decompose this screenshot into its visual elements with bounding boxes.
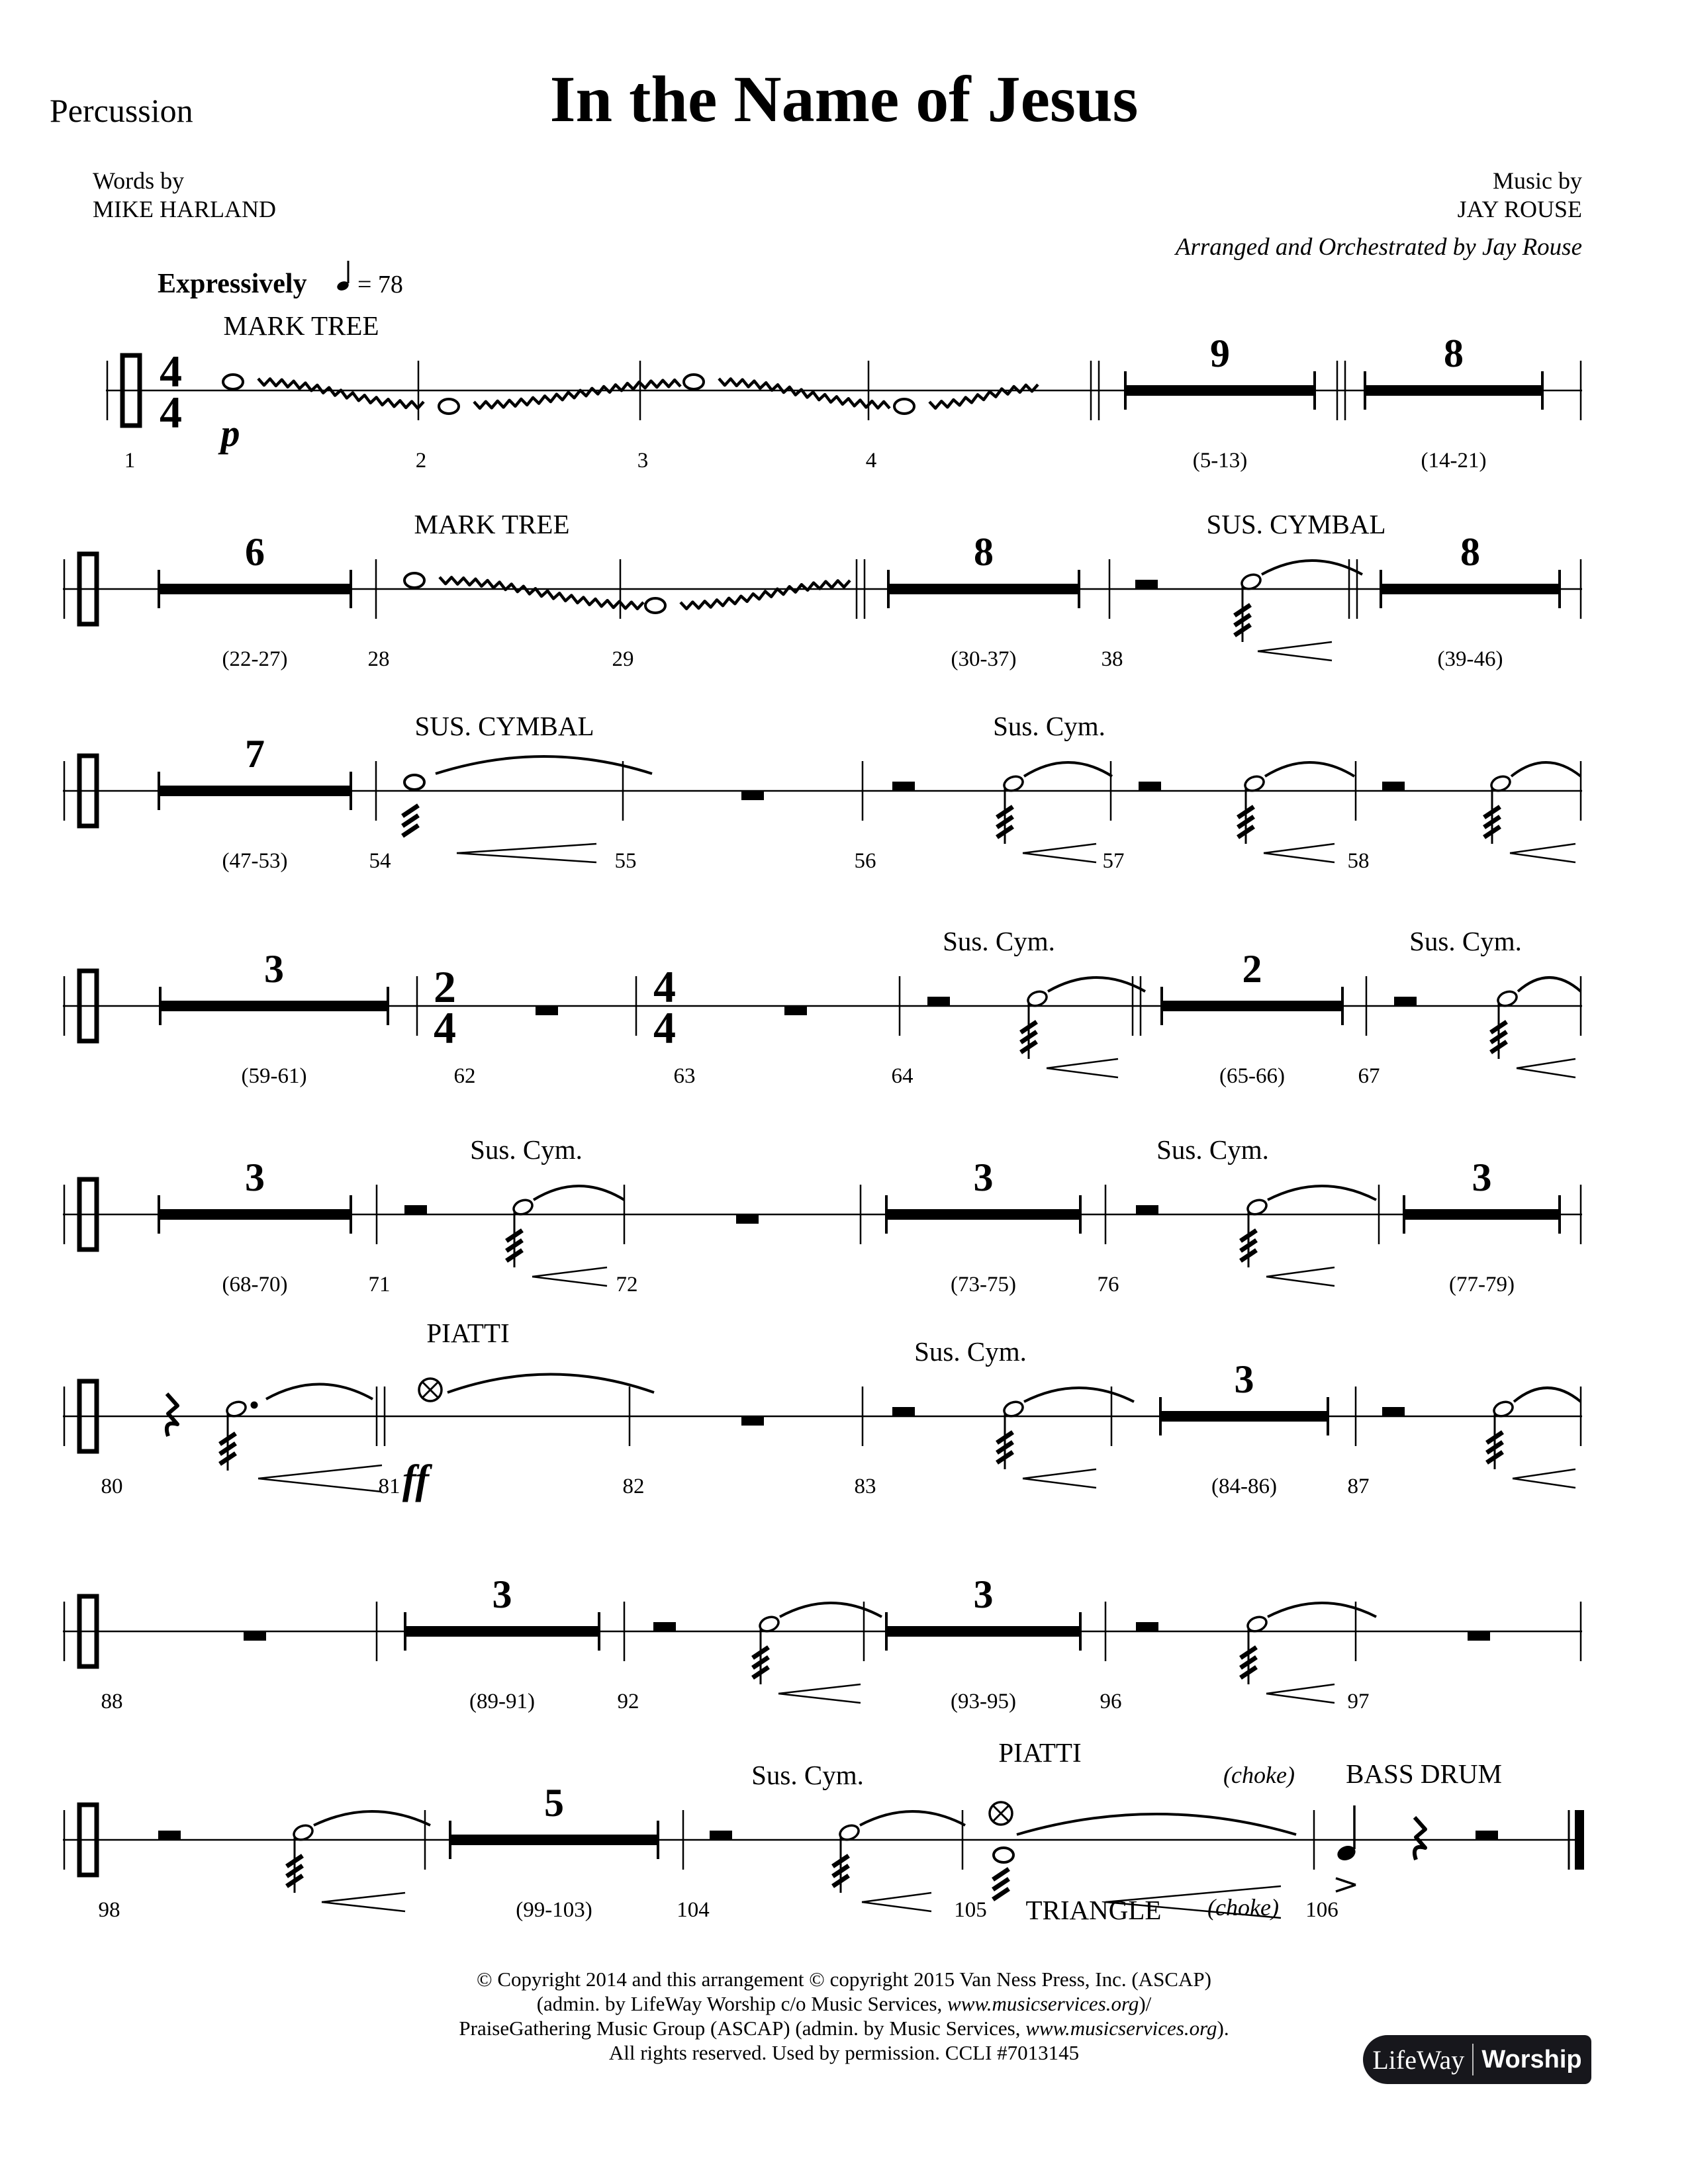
measure-number: 28 <box>367 647 390 671</box>
tie <box>266 1385 373 1400</box>
tie <box>1514 1388 1581 1402</box>
mark-tree-gliss-wave <box>719 379 890 408</box>
crescendo-hairpin <box>1047 1068 1118 1077</box>
staff-system-2 <box>63 509 1582 671</box>
copyright-line <box>0 1967 1688 1991</box>
crescendo-hairpin <box>1023 1479 1096 1488</box>
crescendo-hairpin <box>532 1277 607 1286</box>
page-title: In the Name of Jesus <box>549 62 1139 136</box>
whole-note <box>439 399 459 414</box>
multimeasure-rest-count: 3 <box>492 1572 512 1616</box>
whole-rest <box>244 1632 266 1641</box>
copyright-text: )/ <box>1139 1992 1152 2015</box>
multimeasure-rest-bar <box>405 1626 599 1637</box>
whole-rest <box>784 1007 807 1015</box>
tie <box>1024 762 1112 776</box>
mark-tree-gliss-wave <box>258 379 424 408</box>
measure-range-label: (47-53) <box>222 849 288 873</box>
logo-divider <box>1472 2044 1474 2075</box>
multimeasure-rest-bar <box>160 1001 388 1011</box>
measure-number: 71 <box>368 1273 391 1297</box>
logo-worship-text: Worship <box>1481 2045 1582 2073</box>
multimeasure-rest-count: 3 <box>1472 1156 1492 1199</box>
measure-range-label: (99-103) <box>516 1898 592 1922</box>
publisher-logo <box>1363 2035 1591 2084</box>
multimeasure-rest-bar <box>886 1209 1080 1220</box>
half-rest <box>1382 782 1405 790</box>
whole-rest <box>1468 1632 1490 1641</box>
crescendo-hairpin <box>532 1267 607 1277</box>
measure-range-label: (39-46) <box>1437 647 1503 671</box>
measure-range-label: (68-70) <box>222 1273 288 1297</box>
measure-range-label: (84-86) <box>1211 1475 1277 1498</box>
measure-range-label: (14-21) <box>1421 449 1487 473</box>
tie <box>314 1811 430 1825</box>
measure-range-label: (65-66) <box>1219 1064 1285 1088</box>
measure-number: 29 <box>612 647 634 671</box>
measure-number: 88 <box>101 1690 123 1713</box>
half-rest <box>1382 1407 1405 1416</box>
cymbal-roll-whole-note <box>404 775 424 790</box>
instrument-label: MARK TREE <box>414 509 570 539</box>
measure-number: 81 <box>378 1475 400 1498</box>
measure-number: 62 <box>453 1064 476 1088</box>
multimeasure-rest-bar <box>159 584 351 594</box>
multimeasure-rest-bar <box>1365 385 1542 396</box>
multimeasure-rest-count: 8 <box>974 530 994 574</box>
measure-number: 104 <box>677 1898 710 1922</box>
multimeasure-rest-count: 8 <box>1444 332 1464 375</box>
measure-number: 57 <box>1102 849 1125 873</box>
instrument-label: Sus. Cym. <box>914 1336 1027 1367</box>
crescendo-hairpin <box>1023 853 1096 862</box>
measure-number: 80 <box>101 1475 123 1498</box>
triangle-whole-note <box>994 1848 1013 1862</box>
dynamic-marking: ff <box>402 1457 430 1502</box>
half-rest <box>158 1831 181 1839</box>
tie <box>534 1186 624 1200</box>
measure-range-label: (93-95) <box>951 1690 1016 1713</box>
time-signature-bottom: 4 <box>434 1003 456 1053</box>
measure-number: 72 <box>616 1273 638 1297</box>
crescendo-hairpin <box>322 1902 405 1911</box>
multimeasure-rest-bar <box>888 584 1079 594</box>
copyright-text: PraiseGathering Music Group (ASCAP) (admin. by Music Services, <box>459 2017 1026 2040</box>
time-signature-top: 4 <box>653 962 676 1012</box>
multimeasure-rest-bar <box>886 1626 1080 1637</box>
crescendo-hairpin <box>1266 1277 1335 1286</box>
instrument-label: Sus. Cym. <box>1409 926 1522 956</box>
measure-number: 56 <box>854 849 876 873</box>
multimeasure-rest-count: 2 <box>1242 947 1262 991</box>
tie <box>436 756 652 774</box>
tie <box>1265 762 1354 776</box>
measure-range-label: (22-27) <box>222 647 288 671</box>
crescendo-hairpin <box>1513 1479 1575 1488</box>
multimeasure-rest-count: 3 <box>245 1156 265 1199</box>
half-rest <box>927 997 950 1005</box>
half-rest <box>1139 782 1161 790</box>
measure-number: 105 <box>954 1898 987 1922</box>
crescendo-hairpin <box>862 1902 931 1911</box>
crescendo-hairpin <box>1513 1469 1575 1479</box>
measure-range-label: (89-91) <box>469 1690 535 1713</box>
staff-system-8 <box>63 1737 1584 1925</box>
measure-number: 92 <box>617 1690 639 1713</box>
crescendo-hairpin <box>258 1479 382 1492</box>
mark-tree-gliss-wave <box>680 580 850 609</box>
crescendo-hairpin <box>1266 1684 1335 1694</box>
crescendo-hairpin <box>258 1465 382 1479</box>
mark-tree-gliss-wave <box>440 577 643 609</box>
crescendo-hairpin <box>778 1684 861 1694</box>
time-signature-bottom: 4 <box>653 1003 676 1053</box>
choke-label: (choke) <box>1207 1894 1279 1921</box>
crescendo-hairpin <box>1517 1068 1575 1077</box>
multimeasure-rest-bar <box>1125 385 1315 396</box>
staff-system-1 <box>106 261 1582 473</box>
multimeasure-rest-count: 8 <box>1460 530 1480 574</box>
crescendo-hairpin <box>1266 1267 1335 1277</box>
measure-number: 4 <box>865 449 877 473</box>
words-by-label: Words by <box>93 167 185 194</box>
tie <box>1511 762 1581 776</box>
instrument-label: SUS. CYMBAL <box>1206 509 1386 539</box>
crescendo-hairpin <box>1258 651 1332 660</box>
dynamic-marking: p <box>220 412 240 455</box>
instrument-label: Sus. Cym. <box>751 1760 864 1790</box>
crescendo-hairpin <box>862 1893 931 1902</box>
multimeasure-rest-bar <box>159 1209 351 1220</box>
crescendo-hairpin <box>778 1694 861 1703</box>
half-rest <box>1135 580 1158 588</box>
whole-rest <box>741 1417 764 1426</box>
multimeasure-rest-count: 9 <box>1210 332 1230 375</box>
half-rest <box>1136 1622 1158 1631</box>
multimeasure-rest-count: 6 <box>245 530 265 574</box>
half-rest <box>710 1831 732 1839</box>
instrument-label: PIATTI <box>998 1737 1082 1768</box>
measure-number: 1 <box>124 449 136 473</box>
half-rest <box>1136 1205 1158 1214</box>
half-rest <box>1476 1831 1498 1839</box>
staff-system-7 <box>63 1572 1582 1713</box>
measure-number: 76 <box>1097 1273 1119 1297</box>
instrument-label: BASS DRUM <box>1346 1758 1502 1789</box>
multimeasure-rest-bar <box>1160 1411 1328 1422</box>
tie <box>1048 978 1145 991</box>
measure-range-label: (5-13) <box>1192 449 1248 473</box>
copyright-text: All rights reserved. Used by permission. CCLI #7013145 <box>608 2041 1080 2064</box>
tempo-bpm: = 78 <box>357 271 403 298</box>
instrument-label: Sus. Cym. <box>943 926 1055 956</box>
measure-number: 63 <box>673 1064 696 1088</box>
measure-number: 106 <box>1305 1898 1338 1922</box>
multimeasure-rest-bar <box>1404 1209 1560 1220</box>
tie <box>1268 1186 1376 1200</box>
logo-lifeway-text: LifeWay <box>1372 2044 1465 2075</box>
half-rest <box>1394 997 1417 1005</box>
crescendo-hairpin <box>1510 853 1575 862</box>
multimeasure-rest-count: 7 <box>245 732 265 776</box>
mark-tree-gliss-wave <box>929 385 1038 408</box>
multimeasure-rest-bar <box>450 1835 658 1845</box>
copyright-text: www.musicservices.org <box>1025 2017 1217 2040</box>
crescendo-hairpin <box>322 1893 405 1902</box>
measure-range-label: (59-61) <box>241 1064 307 1088</box>
whole-rest <box>741 792 764 800</box>
copyright-text: (admin. by LifeWay Worship c/o Music Services, <box>536 1992 948 2015</box>
quarter-rest <box>1415 1817 1425 1860</box>
measure-number: 3 <box>637 449 649 473</box>
measure-number: 87 <box>1347 1475 1370 1498</box>
measure-number: 2 <box>415 449 427 473</box>
mark-tree-gliss-wave <box>474 380 680 408</box>
measure-number: 58 <box>1347 849 1370 873</box>
tie <box>860 1811 965 1825</box>
instrument-label: MARK TREE <box>223 310 379 341</box>
measure-number: 38 <box>1101 647 1123 671</box>
choke-label: (choke) <box>1223 1762 1295 1788</box>
staff-system-4 <box>63 926 1582 1088</box>
measure-number: 54 <box>369 849 391 873</box>
copyright-text: © Copyright 2014 and this arrangement © copyright 2015 Van Ness Press, Inc. (ASCAP) <box>477 1968 1211 1991</box>
multimeasure-rest-count: 3 <box>1234 1357 1254 1401</box>
crescendo-hairpin <box>1047 1059 1118 1068</box>
instrument-label: Sus. Cym. <box>470 1134 583 1165</box>
measure-range-label: (77-79) <box>1449 1273 1515 1297</box>
crescendo-hairpin <box>1264 844 1335 853</box>
instrument-label: Sus. Cym. <box>1156 1134 1269 1165</box>
multimeasure-rest-count: 3 <box>973 1572 994 1616</box>
measure-number: 55 <box>614 849 637 873</box>
copyright-line <box>0 1991 1688 2016</box>
half-rest <box>892 782 915 790</box>
final-barline-thick <box>1575 1810 1584 1870</box>
crescendo-hairpin <box>1264 853 1335 862</box>
instrument-label: PIATTI <box>426 1318 510 1348</box>
whole-rest <box>536 1007 558 1015</box>
music-by-label: Music by <box>1493 167 1582 194</box>
whole-rest <box>736 1215 759 1224</box>
crescendo-hairpin <box>1023 1469 1096 1479</box>
words-by-name: MIKE HARLAND <box>93 196 276 222</box>
whole-note <box>894 399 914 414</box>
measure-number: 67 <box>1358 1064 1380 1088</box>
measure-number: 64 <box>891 1064 914 1088</box>
staff-system-3 <box>63 711 1582 873</box>
half-rest <box>653 1622 676 1631</box>
tie <box>447 1375 654 1393</box>
music-by-name: JAY ROUSE <box>1457 196 1582 222</box>
quarter-rest <box>167 1394 177 1436</box>
tie <box>1024 1388 1134 1402</box>
whole-note <box>223 375 243 389</box>
multimeasure-rest-count: 3 <box>264 947 284 991</box>
measure-number: 83 <box>854 1475 876 1498</box>
crescendo-hairpin <box>1023 844 1096 853</box>
measure-range-label: (73-75) <box>951 1273 1016 1297</box>
copyright-text: www.musicservices.org <box>947 1992 1139 2015</box>
time-signature-bottom: 4 <box>160 387 182 437</box>
crescendo-hairpin <box>457 844 596 853</box>
tie <box>1518 978 1581 991</box>
multimeasure-rest-bar <box>1162 1001 1342 1011</box>
tie <box>780 1603 882 1617</box>
augmentation-dot <box>251 1402 258 1409</box>
instrument-label: TRIANGLE <box>1025 1895 1162 1925</box>
instrument-label: SUS. CYMBAL <box>414 711 594 741</box>
arranger-credit: Arranged and Orchestrated by Jay Rouse <box>1175 234 1582 261</box>
accent-mark <box>1336 1885 1356 1891</box>
multimeasure-rest-count: 5 <box>544 1781 564 1825</box>
instrument-label: Sus. Cym. <box>993 711 1105 741</box>
half-rest <box>404 1205 427 1214</box>
whole-note <box>684 375 704 389</box>
whole-note <box>645 598 665 613</box>
measure-range-label: (30-37) <box>951 647 1017 671</box>
crescendo-hairpin <box>457 853 596 862</box>
tie <box>1262 561 1362 574</box>
time-signature-top: 2 <box>434 962 456 1012</box>
measure-number: 97 <box>1347 1690 1370 1713</box>
accent-mark <box>1336 1878 1356 1885</box>
measure-number: 96 <box>1100 1690 1122 1713</box>
staff-system-6 <box>63 1318 1582 1502</box>
measure-number: 82 <box>622 1475 645 1498</box>
multimeasure-rest-count: 3 <box>973 1156 994 1199</box>
time-signature-top: 4 <box>160 346 182 396</box>
part-name: Percussion <box>50 92 193 129</box>
tie <box>1017 1814 1296 1835</box>
tie <box>1268 1603 1376 1617</box>
crescendo-hairpin <box>1258 642 1332 651</box>
staff-system-5 <box>63 1134 1582 1297</box>
half-rest <box>892 1407 915 1416</box>
crescendo-hairpin <box>1510 844 1575 853</box>
multimeasure-rest-bar <box>1381 584 1560 594</box>
whole-note <box>404 573 424 588</box>
measure-number: 98 <box>98 1898 120 1922</box>
multimeasure-rest-bar <box>159 786 351 796</box>
crescendo-hairpin <box>1266 1694 1335 1703</box>
tempo-expression: Expressively <box>158 269 307 299</box>
copyright-text: ). <box>1217 2017 1229 2040</box>
crescendo-hairpin <box>1517 1059 1575 1068</box>
